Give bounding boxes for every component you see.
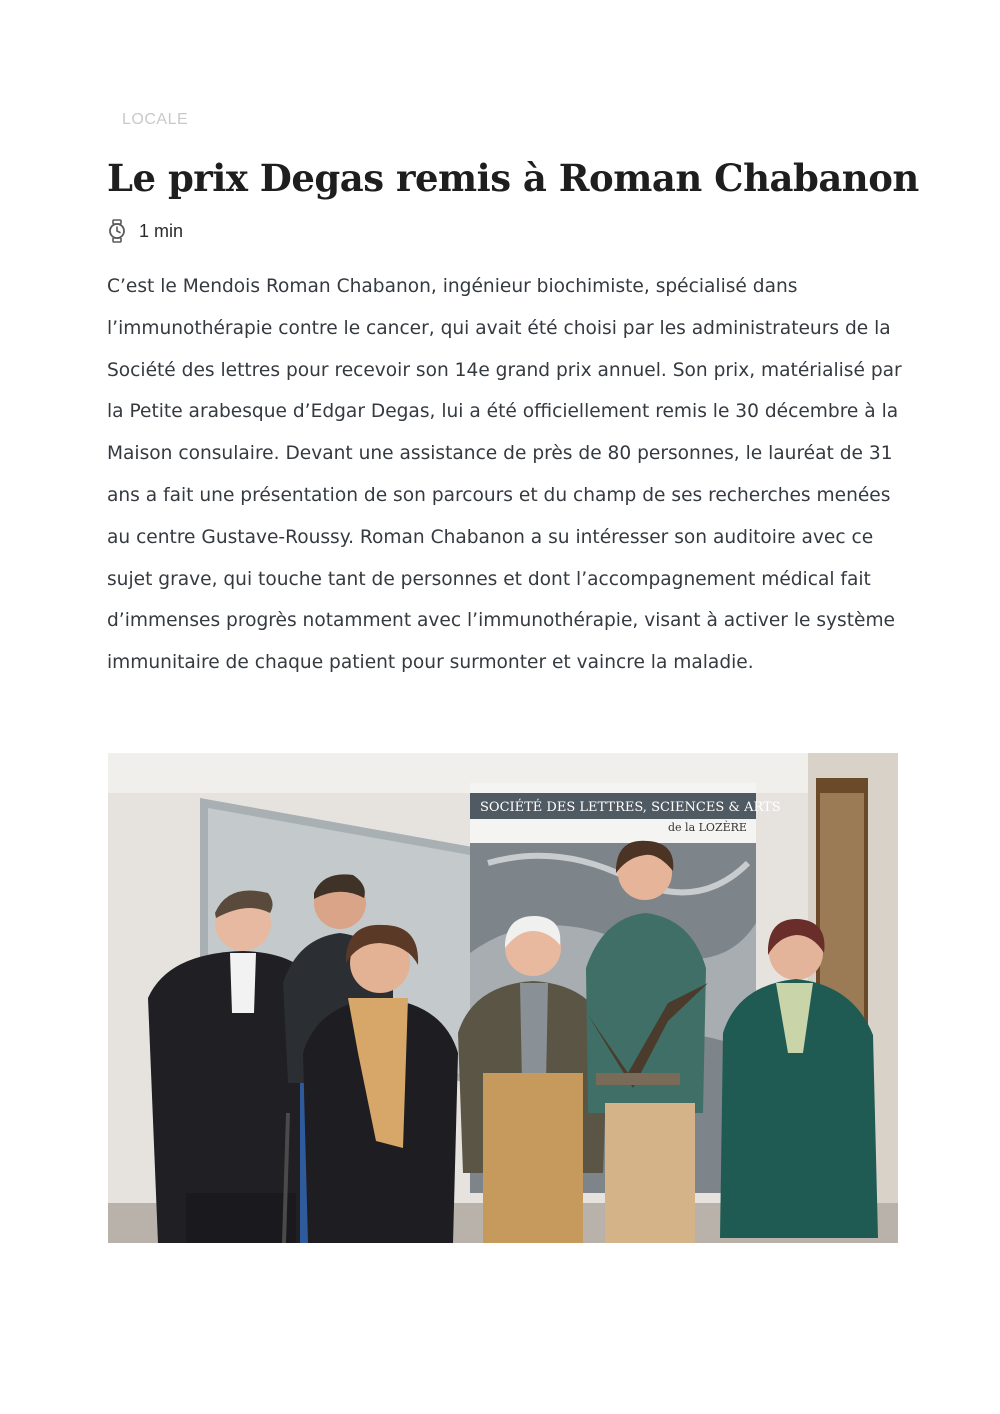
banner-subtitle: de la LOZÈRE xyxy=(668,821,747,834)
article-photo xyxy=(108,753,898,1243)
watch-icon xyxy=(107,219,127,243)
article-body: C’est le Mendois Roman Chabanon, ingénieur biochimiste, spécialisé dans l’immunothérapie contre le cancer, qui avait été choisi par les administrateurs de la Société des lettres pour recevoir son 14e grand prix annuel. Son prix, matérialisé par la Petite arabesque d’Edgar Degas, lui a été officiellement remis le 30 décembre à la Maison consulaire. Devant une assistance de près de 80 personnes, le lauréat de 31 ans a fait une présentation de son parcours et du champ de ses recherches menées au centre Gustave-Roussy. Roman Chabanon a su intéresser son auditoire avec ce sujet grave, qui touche tant de personnes et dont l’accompagnement médical fait d’immenses progrès notamment avec l’immunothérapie, visant à activer le système immunitaire de chaque patient pour surmonter et vaincre la maladie. xyxy=(107,276,902,674)
article-title: Le prix Degas remis à Roman Chabanon xyxy=(107,156,919,200)
read-time xyxy=(107,216,183,246)
category-label[interactable]: LOCALE xyxy=(122,111,189,128)
banner-title: SOCIÉTÉ DES LETTRES, SCIENCES & ARTS xyxy=(480,800,781,815)
read-time-value: 1 min xyxy=(139,220,184,241)
